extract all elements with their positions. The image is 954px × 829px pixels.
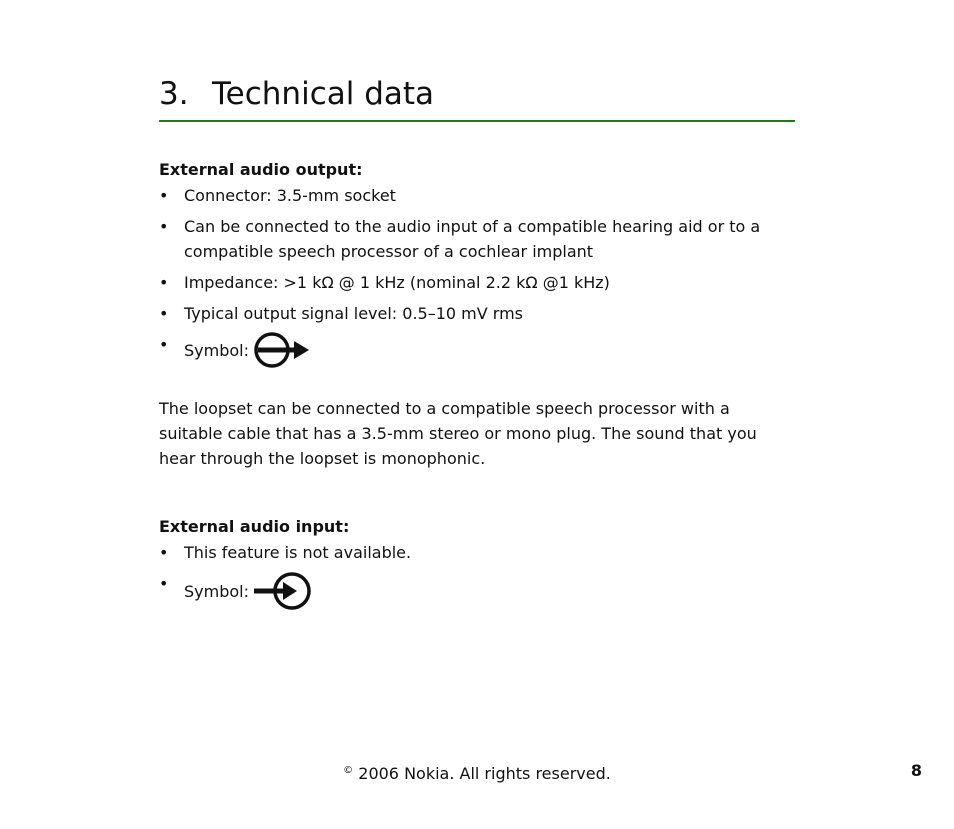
bullet-dot: • <box>159 217 169 236</box>
list-item <box>159 540 779 565</box>
output-section-title: External audio output: <box>159 160 363 179</box>
list-item-text: Can be connected to the audio input of a compatible hearing aid or to a compatible speech processor of a cochlear implant <box>184 217 761 261</box>
heading-rule <box>159 120 795 122</box>
heading-number: 3. <box>159 76 189 112</box>
symbol-label: Symbol: <box>184 581 249 601</box>
copyright-text: 2006 Nokia. All rights reserved. <box>353 764 611 783</box>
bullet-dot: • <box>159 543 169 562</box>
input-bullet-list <box>159 540 779 617</box>
bullet-dot: • <box>159 335 169 354</box>
bullet-dot: • <box>159 273 169 292</box>
list-item <box>159 270 779 295</box>
list-item-text: Typical output signal level: 0.5–10 mV rms <box>184 304 524 323</box>
bullet-dot: • <box>159 304 169 323</box>
list-item <box>159 301 779 326</box>
audio-input-icon <box>254 571 314 611</box>
list-item <box>159 214 779 264</box>
page-heading <box>159 74 795 114</box>
loopset-paragraph: The loopset can be connected to a compatible speech processor with a suitable cable that has a 3.5-mm stereo or mono plug. The sound that you hear through the loopset is monophonic. <box>159 399 757 468</box>
page-number: 8 <box>910 761 922 780</box>
audio-output-icon <box>254 332 312 368</box>
symbol-line <box>184 571 779 611</box>
list-item <box>159 571 779 611</box>
list-item-text: Connector: 3.5-mm socket <box>184 186 396 205</box>
list-item-text: Impedance: >1 kΩ @ 1 kHz (nominal 2.2 kΩ @1 kHz) <box>184 273 610 292</box>
list-item <box>159 332 779 368</box>
heading-title: Technical data <box>212 76 435 112</box>
bullet-dot: • <box>159 186 169 205</box>
list-item <box>159 183 779 208</box>
input-section-title: External audio input: <box>159 517 350 536</box>
output-bullet-list <box>159 183 779 374</box>
bullet-dot: • <box>159 574 169 593</box>
symbol-line <box>184 332 779 368</box>
copyright-footer <box>0 760 954 785</box>
list-item-text: This feature is not available. <box>184 543 412 562</box>
copyright-symbol: © <box>343 765 354 776</box>
symbol-label: Symbol: <box>184 340 249 360</box>
